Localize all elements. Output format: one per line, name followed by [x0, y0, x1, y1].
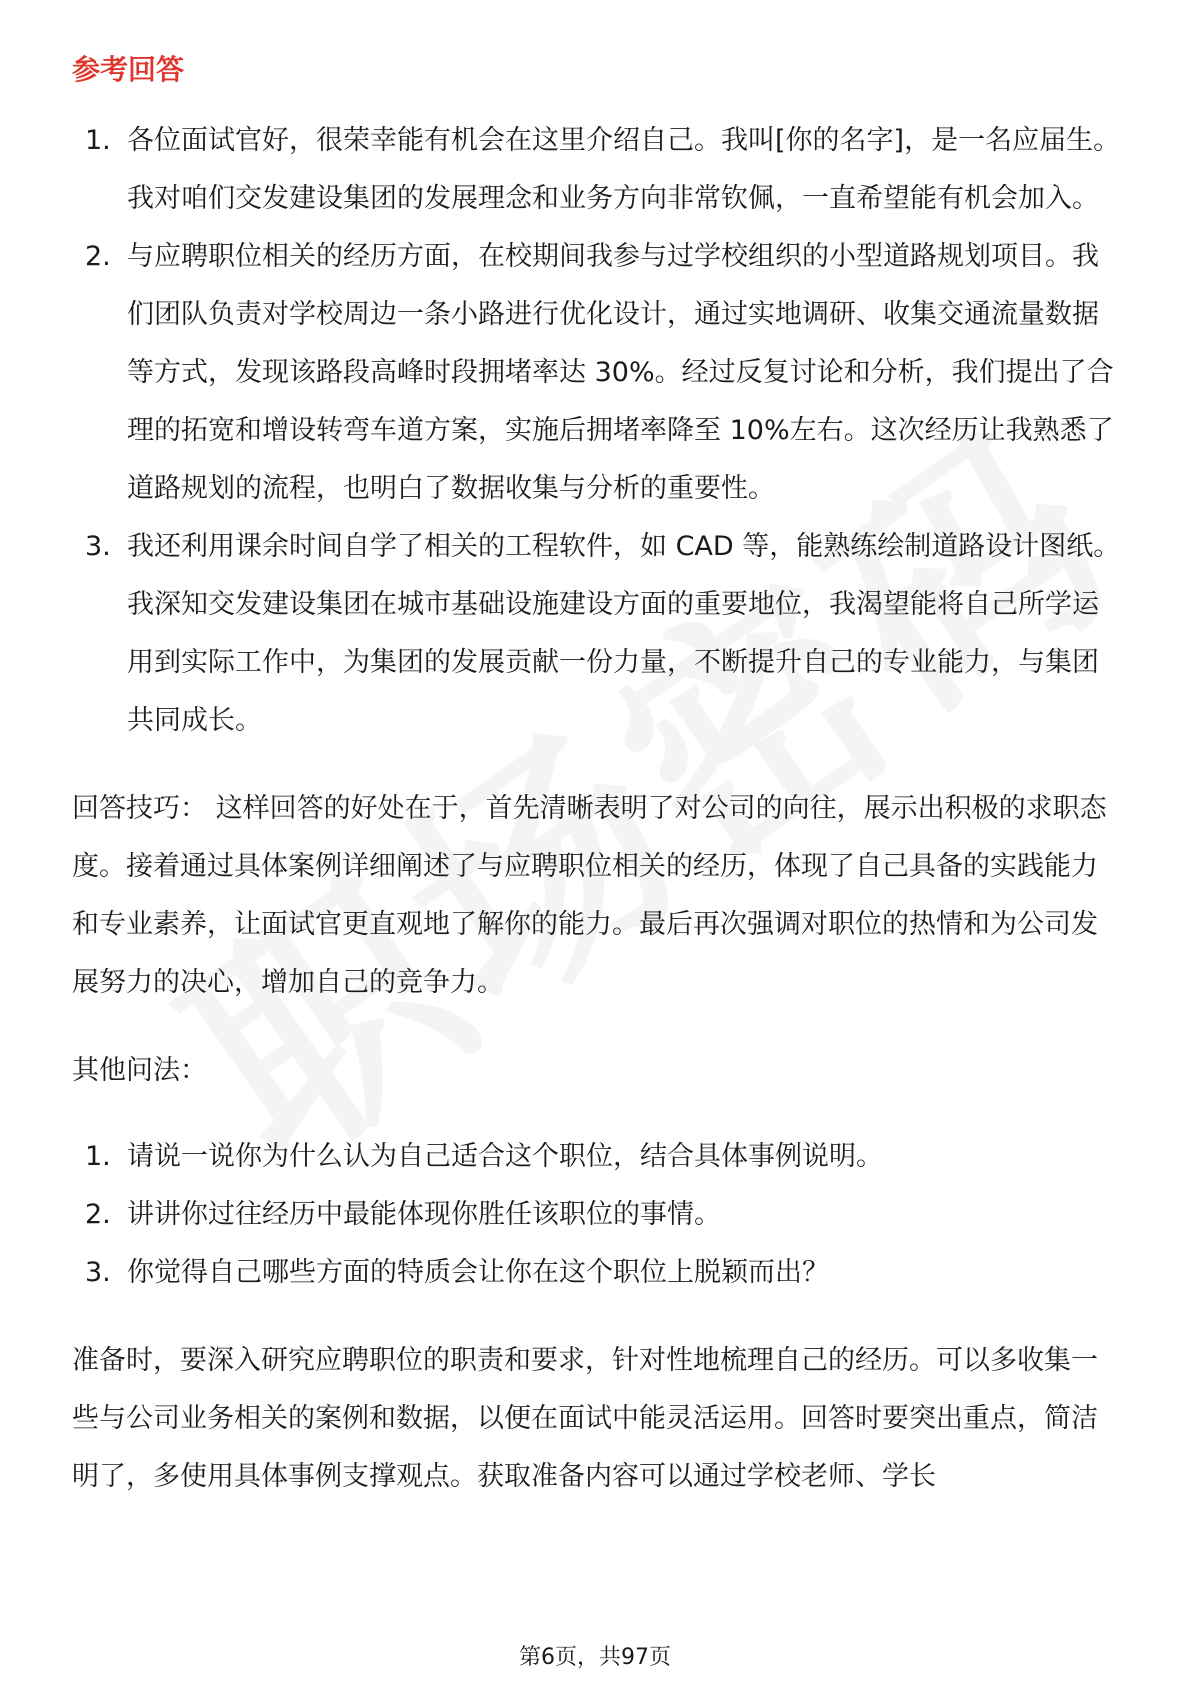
- page-content: [72, 40, 1122, 1506]
- other-questions-list: [72, 1128, 1122, 1302]
- page-number: 第6页，共97页: [519, 1645, 671, 1670]
- list-item-number: 1.: [85, 125, 111, 156]
- list-item-text: 各位面试官好，很荣幸能有机会在这里介绍自己。我叫[你的名字]，是一名应届生。我对咱们交发建设集团的发展理念和业务方向非常钦佩，一直希望能有机会加入。: [127, 125, 1121, 214]
- tips-paragraph: 回答技巧： 这样回答的好处在于，首先清晰表明了对公司的向往，展示出积极的求职态度。接着通过具体案例详细阐述了与应聘职位相关的经历，体现了自己具备的实践能力和专业素养，让面试官更直观地了解你的能力。最后再次强调对职位的热情和为公司发展努力的决心，增加自己的竞争力。: [72, 793, 1107, 998]
- list-item-number: 2.: [85, 241, 111, 272]
- list-item: [72, 112, 1122, 228]
- list-item-number: 2.: [85, 1199, 111, 1230]
- list-item: [72, 1244, 1122, 1302]
- list-item-text: 你觉得自己哪些方面的特质会让你在这个职位上脱颖而出？: [127, 1257, 829, 1288]
- other-questions-label: 其他问法：: [72, 1055, 207, 1086]
- prep-paragraph: 准备时，要深入研究应聘职位的职责和要求，针对性地梳理自己的经历。可以多收集一些与公司业务相关的案例和数据，以便在面试中能灵活运用。回答时要突出重点，简洁明了，多使用具体事例支撑观点。获取准备内容可以通过学校老师、学长: [72, 1345, 1098, 1492]
- list-item-text: 我还利用课余时间自学了相关的工程软件，如 CAD 等，能熟练绘制道路设计图纸。我深知交发建设集团在城市基础设施建设方面的重要地位，我渴望能将自己所学运用到实际工作中，为集团的发展贡献一份力量，不断提升自己的专业能力，与集团共同成长。: [127, 531, 1121, 736]
- list-item-number: 3.: [85, 531, 111, 562]
- list-item: [72, 1186, 1122, 1244]
- list-item-text: 与应聘职位相关的经历方面，在校期间我参与过学校组织的小型道路规划项目。我们团队负责对学校周边一条小路进行优化设计，通过实地调研、收集交通流量数据等方式，发现该路段高峰时段拥堵率达 30%。经过反复讨论和分析，我们提出了合理的拓宽和增设转弯车道方案，实施后拥堵率降至 10%左右。这次经历让我熟悉了道路规划的流程，也明白了数据收集与分析的重要性。: [127, 241, 1114, 504]
- list-item-text: 讲讲你过往经历中最能体现你胜任该职位的事情。: [127, 1199, 721, 1230]
- list-item-number: 3.: [85, 1257, 111, 1288]
- list-item: [72, 1128, 1122, 1186]
- list-item-number: 1.: [85, 1141, 111, 1172]
- section-title: 参考回答: [72, 53, 185, 86]
- answer-list: [72, 112, 1122, 750]
- list-item: [72, 228, 1122, 518]
- list-item-text: 请说一说你为什么认为自己适合这个职位，结合具体事例说明。: [127, 1141, 883, 1172]
- list-item: [72, 518, 1122, 750]
